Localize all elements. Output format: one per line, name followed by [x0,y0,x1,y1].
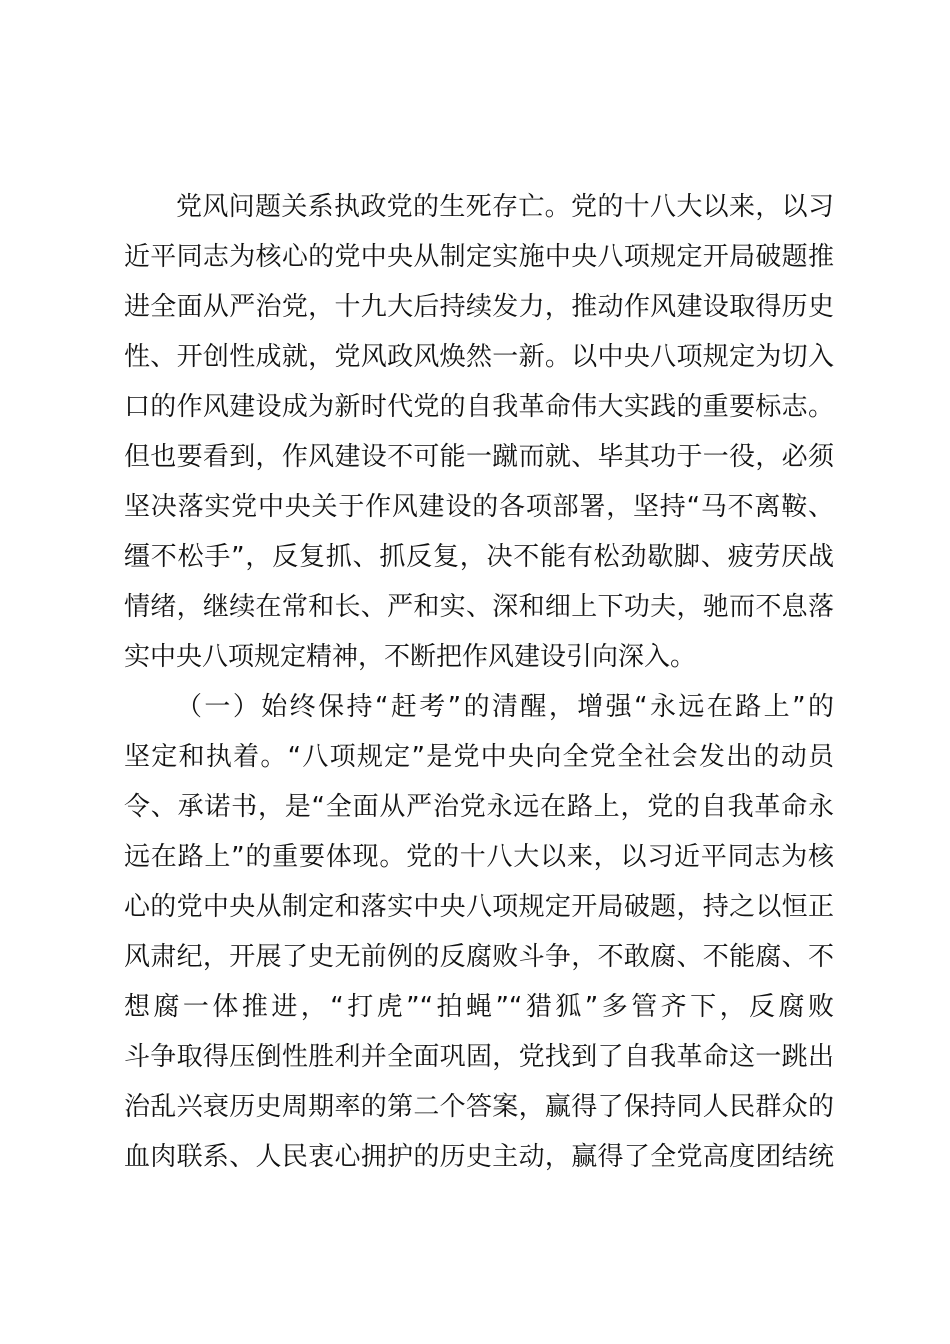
paragraph-line: 党风问题关系执政党的生死存亡。党的十八大以来，以习 [176,192,834,222]
paragraph-line: 令、承诺书，是“全面从严治党永远在路上，党的自我革命永 [124,792,834,822]
paragraph-line: 坚定和执着。“八项规定”是党中央向全党全社会发出的动员 [124,742,834,772]
paragraph-line: 性、开创性成就，党风政风焕然一新。以中央八项规定为切入 [124,342,834,372]
paragraph-line: 斗争取得压倒性胜利并全面巩固，党找到了自我革命这一跳出 [124,1042,834,1072]
paragraph-line: 但也要看到，作风建设不可能一蹴而就、毕其功于一役，必须 [124,442,834,472]
paragraph-line: 治乱兴衰历史周期率的第二个答案，赢得了保持同人民群众的 [124,1092,834,1122]
paragraph-line: 实中央八项规定精神，不断把作风建设引向深入。 [124,642,697,672]
paragraph-line: 口的作风建设成为新时代党的自我革命伟大实践的重要标志。 [124,392,834,422]
paragraph-line: 近平同志为核心的党中央从制定实施中央八项规定开局破题推 [124,242,834,272]
paragraph-line: （一）始终保持“赶考”的清醒，增强“永远在路上”的 [176,692,834,722]
paragraph-line: 心的党中央从制定和落实中央八项规定开局破题，持之以恒正 [124,892,834,922]
document-body [124,182,834,1182]
paragraph-line: 情绪，继续在常和长、严和实、深和细上下功夫，驰而不息落 [124,592,834,622]
paragraph-line: 想腐一体推进，“打虎”“拍蝇”“猎狐”多管齐下，反腐败 [124,992,834,1022]
paragraph-line: 缰不松手”，反复抓、抓反复，决不能有松劲歇脚、疲劳厌战 [124,542,834,572]
paragraph-line: 风肃纪，开展了史无前例的反腐败斗争，不敢腐、不能腐、不 [124,942,834,972]
paragraph-section-one [124,682,834,1182]
paragraph-intro [124,182,834,682]
paragraph-line: 远在路上”的重要体现。党的十八大以来，以习近平同志为核 [124,842,834,872]
paragraph-line: 进全面从严治党，十九大后持续发力，推动作风建设取得历史 [124,292,834,322]
paragraph-line: 坚决落实党中央关于作风建设的各项部署，坚持“马不离鞍、 [124,492,834,522]
paragraph-line: 血肉联系、人民衷心拥护的历史主动，赢得了全党高度团结统 [124,1142,834,1172]
